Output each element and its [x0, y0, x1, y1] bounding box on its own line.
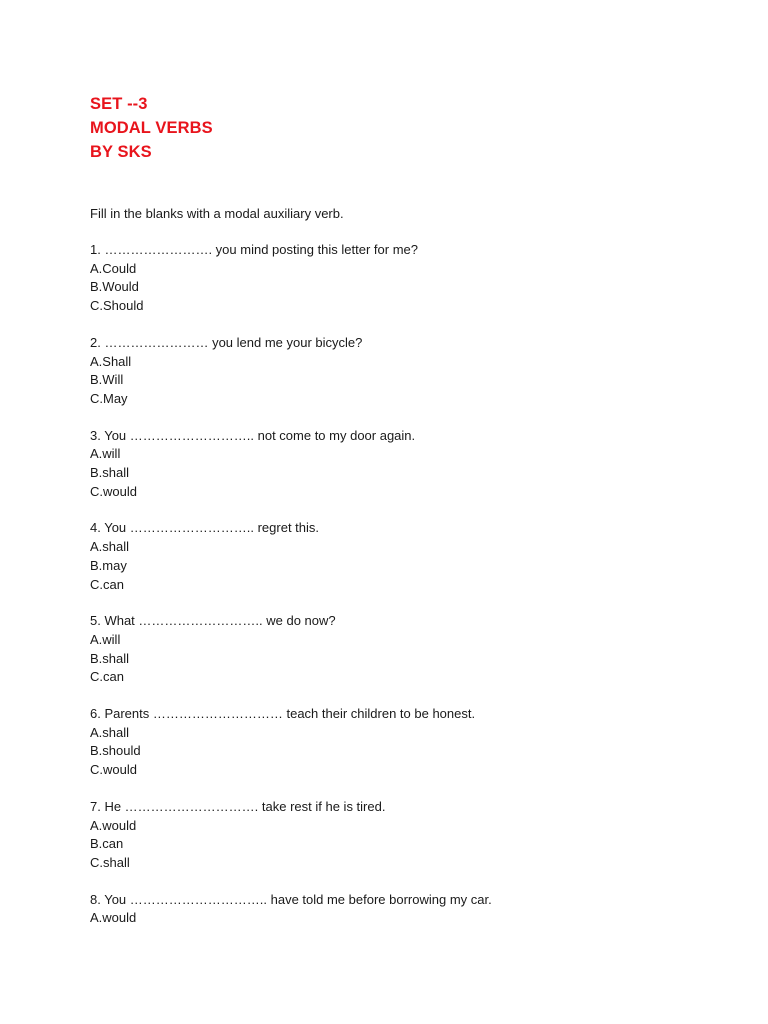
answer-option: A.would [90, 817, 137, 833]
answer-option: C.Should [90, 298, 144, 314]
question-text: 6. Parents ………………………… teach their children to be honest. [90, 706, 476, 722]
answer-option: A.will [90, 446, 121, 462]
answer-option: C.can [90, 576, 124, 592]
answer-option: A.Shall [90, 353, 132, 369]
question-item [90, 519, 730, 594]
question-item [90, 612, 730, 687]
question-list [90, 241, 730, 928]
question-text: 7. He …………………………. take rest if he is tired. [90, 798, 386, 814]
heading-author: BY SKS [90, 143, 152, 161]
answer-option: C.shall [90, 854, 130, 870]
question-text: 8. You ………………………….. have told me before borrowing my car. [90, 891, 492, 907]
question-item [90, 705, 730, 780]
answer-option: A.Could [90, 260, 137, 276]
question-item [90, 427, 730, 502]
answer-option: B.Would [90, 279, 139, 295]
question-text: 3. You ……………………….. not come to my door again. [90, 427, 416, 443]
question-text: 2. …………………… you lend me your bicycle? [90, 334, 363, 350]
question-item [90, 334, 730, 409]
answer-option: B.shall [90, 465, 130, 481]
question-item [90, 241, 730, 316]
answer-option: C.May [90, 390, 128, 406]
question-text: 5. What ……………………….. we do now? [90, 613, 336, 629]
question-text: 4. You ……………………….. regret this. [90, 520, 320, 536]
question-item [90, 891, 730, 928]
document-page [90, 92, 730, 946]
answer-option: B.can [90, 836, 124, 852]
answer-option: A.will [90, 631, 121, 647]
question-item [90, 798, 730, 873]
answer-option: A.shall [90, 724, 130, 740]
answer-option: A.shall [90, 539, 130, 555]
answer-option: B.may [90, 557, 127, 573]
answer-option: B.should [90, 743, 141, 759]
instructions-text: Fill in the blanks with a modal auxiliary verb. [90, 206, 344, 221]
document-heading [90, 92, 730, 164]
heading-set-number: SET --3 [90, 95, 148, 113]
answer-option: B.Will [90, 372, 124, 388]
answer-option: C.would [90, 483, 137, 499]
question-text: 1. ……………………. you mind posting this letter for me? [90, 242, 418, 257]
answer-option: B.shall [90, 650, 130, 666]
answer-option: A.would [90, 910, 137, 926]
answer-option: C.would [90, 762, 137, 778]
heading-topic: MODAL VERBS [90, 119, 213, 137]
answer-option: C.can [90, 669, 124, 685]
